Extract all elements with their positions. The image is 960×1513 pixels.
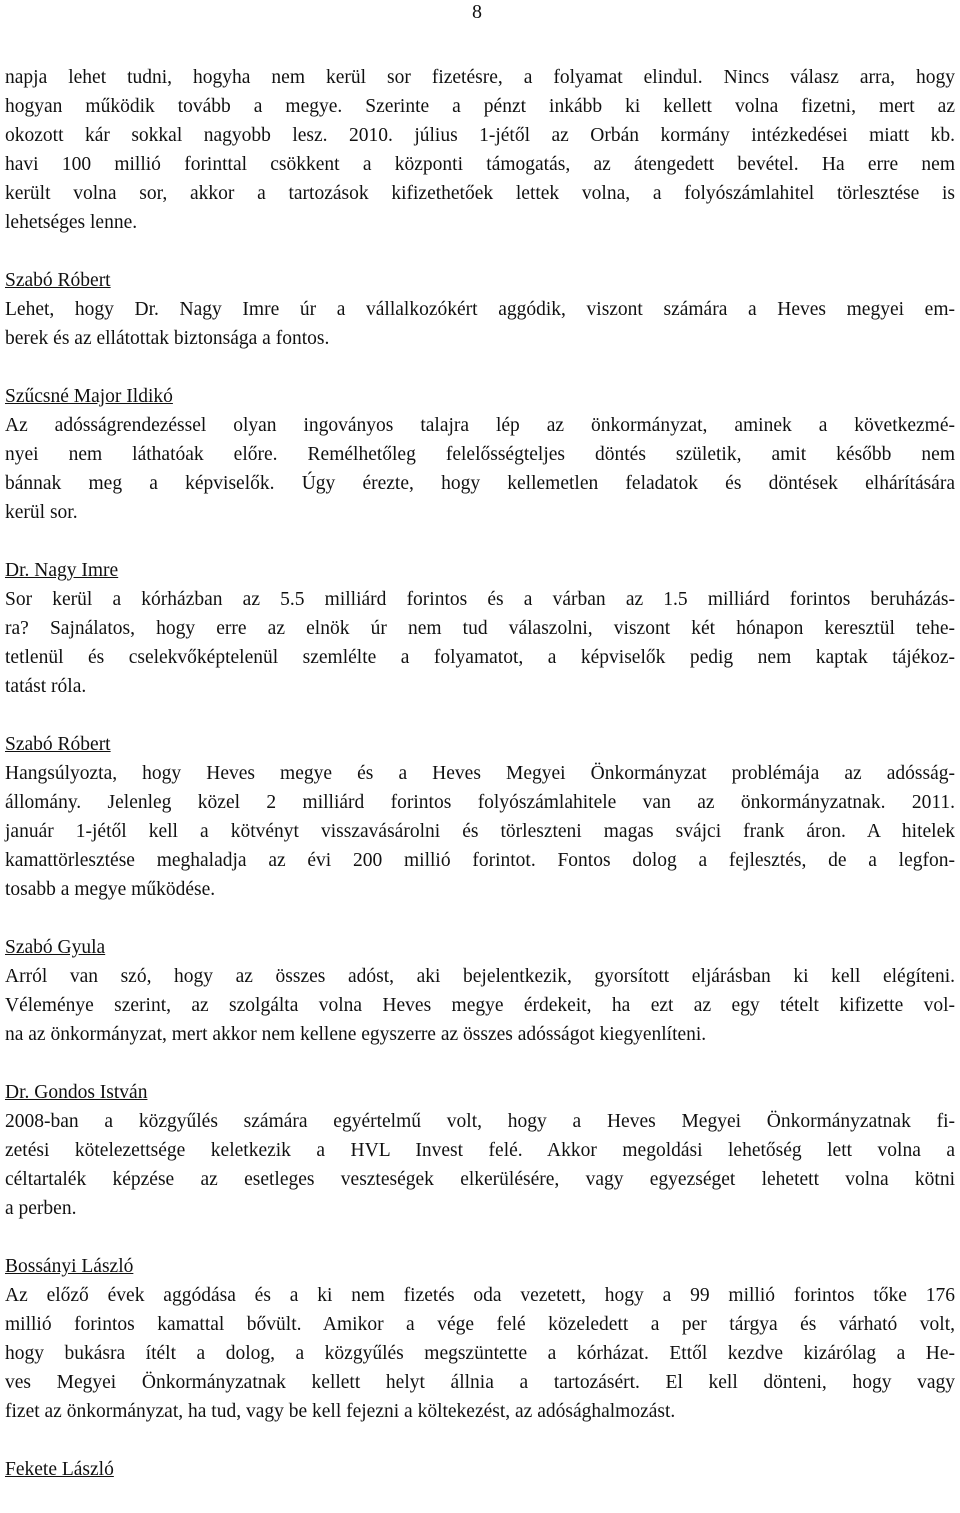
speaker-entry xyxy=(5,933,955,1049)
text-line: kerül sor. xyxy=(5,502,78,523)
text-line: millió forintos kamattal bővült. Amikor a vége felé közeledett a per tárgya és várható volt, xyxy=(5,1314,955,1335)
speaker-text xyxy=(5,759,955,904)
text-line: lehetséges lenne. xyxy=(5,212,138,233)
text-line: került volna sor, akkor a tartozások kifizethetőek lettek volna, a folyószámlahitel törlesztése is xyxy=(5,183,955,204)
speaker-name: Szabó Róbert xyxy=(5,734,111,755)
text-line: Véleménye szerint, az szolgálta volna Heves megye érdekeit, ha ezt az egy tételt kifizette vol- xyxy=(5,995,955,1016)
text-line: tatást róla. xyxy=(5,676,87,697)
text-line: a perben. xyxy=(5,1198,77,1219)
text-line: Lehet, hogy Dr. Nagy Imre úr a vállalkozókért aggódik, viszont számára a Heves megyei em- xyxy=(5,299,955,320)
speaker-entry xyxy=(5,1252,955,1426)
speaker-entry xyxy=(5,730,955,904)
speaker-text xyxy=(5,585,955,701)
text-line: hogyan működik tovább a megye. Szerinte a pénzt inkább ki kellett volna fizetni, mert az xyxy=(5,96,955,117)
speaker-name: Dr. Gondos István xyxy=(5,1082,148,1103)
speaker-entry xyxy=(5,1078,955,1223)
text-line: nyei nem láthatóak előre. Remélhetőleg felelősségteljes döntés születik, amit később nem xyxy=(5,444,955,465)
speaker-name: Szabó Gyula xyxy=(5,937,106,958)
speaker-text xyxy=(5,1107,955,1223)
intro-paragraph xyxy=(5,63,955,237)
document-body xyxy=(5,63,955,1513)
text-line: Sor kerül a kórházban az 5.5 milliárd forintos és a várban az 1.5 milliárd forintos beruházás- xyxy=(5,589,955,610)
text-line: kamattörlesztése meghaladja az évi 200 millió forintot. Fontos dolog a fejlesztés, de a legfon- xyxy=(5,850,955,871)
speaker-name: Fekete László xyxy=(5,1459,114,1480)
text-line: Arról van szó, hogy az összes adóst, aki bejelentkezik, gyorsított eljárásban ki kell elégíteni. xyxy=(5,966,955,987)
speaker-text xyxy=(5,411,955,527)
text-line: Hangsúlyozta, hogy Heves megye és a Heves Megyei Önkormányzat problémája az adósság- xyxy=(5,763,955,784)
text-line: Az adósságrendezéssel olyan ingoványos talajra lép az önkormányzat, aminek a következmé- xyxy=(5,415,955,436)
text-line: 2008-ban a közgyűlés számára egyértelmű volt, hogy a Heves Megyei Önkormányzatnak fi- xyxy=(5,1111,955,1132)
speaker-entry xyxy=(5,556,955,701)
text-line: tosabb a megye működése. xyxy=(5,879,216,900)
speaker-text xyxy=(5,962,955,1049)
speaker-text xyxy=(5,1281,955,1426)
speaker-entry xyxy=(5,266,955,353)
text-line: berek és az ellátottak biztonsága a fontos. xyxy=(5,328,330,349)
text-line: napja lehet tudni, hogyha nem kerül sor fizetésre, a folyamat elindul. Nincs válasz arra, hogy xyxy=(5,67,955,88)
text-line: ra? Sajnálatos, hogy erre az elnök úr nem tud válaszolni, viszont két hónapon keresztül tehe- xyxy=(5,618,955,639)
text-line: zetési kötelezettsége keletkezik a HVL Invest felé. Akkor megoldási lehetőség lett volna a xyxy=(5,1140,955,1161)
text-line: hogy bukásra ítélt a dolog, a közgyűlés megszüntette a kórházat. Ettől kezdve kizárólag a He- xyxy=(5,1343,955,1364)
speaker-entry xyxy=(5,1455,955,1484)
text-line: havi 100 millió forinttal csökkent a központi támogatás, az átengedett bevétel. Ha erre nem xyxy=(5,154,955,175)
text-line: Az előző évek aggódása és a ki nem fizetés oda vezetett, hogy a 99 millió forintos tőke 176 xyxy=(5,1285,955,1306)
text-line: fizet az önkormányzat, ha tud, vagy be kell fejezni a költekezést, az adósághalmozást. xyxy=(5,1401,676,1422)
text-line: állomány. Jelenleg közel 2 milliárd forintos folyószámlahitele van az önkormányzatnak. 2011. xyxy=(5,792,955,813)
page-number: 8 xyxy=(472,1,482,23)
speaker-name: Szabó Róbert xyxy=(5,270,111,291)
text-line: na az önkormányzat, mert akkor nem kellene egyszerre az összes adósságot kiegyenlíteni. xyxy=(5,1024,707,1045)
speaker-name: Szűcsné Major Ildikó xyxy=(5,386,173,407)
text-line: okozott kár sokkal nagyobb lesz. 2010. július 1-jétől az Orbán kormány intézkedései miatt kb. xyxy=(5,125,955,146)
speaker-name: Bossányi László xyxy=(5,1256,134,1277)
speaker-entry xyxy=(5,382,955,527)
speaker-text xyxy=(5,295,955,353)
speaker-name: Dr. Nagy Imre xyxy=(5,560,119,581)
text-line: bánnak meg a képviselők. Úgy érezte, hogy kellemetlen feladatok és döntések elhárítására xyxy=(5,473,955,494)
text-line: céltartalék képzése az esetleges veszteségek elkerülésére, vagy egyezséget lehetett volna kötni xyxy=(5,1169,955,1190)
text-line: január 1-jétől kell a kötvényt visszavásárolni és törleszteni magas svájci frank áron. A hitelek xyxy=(5,821,955,842)
text-line: ves Megyei Önkormányzatnak kellett helyt állnia a tartozásért. El kell dönteni, hogy vagy xyxy=(5,1372,955,1393)
text-line: tetlenül és cselekvőképtelenül szemlélte a folyamatot, a képviselők pedig nem kaptak tájékoz- xyxy=(5,647,955,668)
paragraph-text xyxy=(5,63,955,237)
